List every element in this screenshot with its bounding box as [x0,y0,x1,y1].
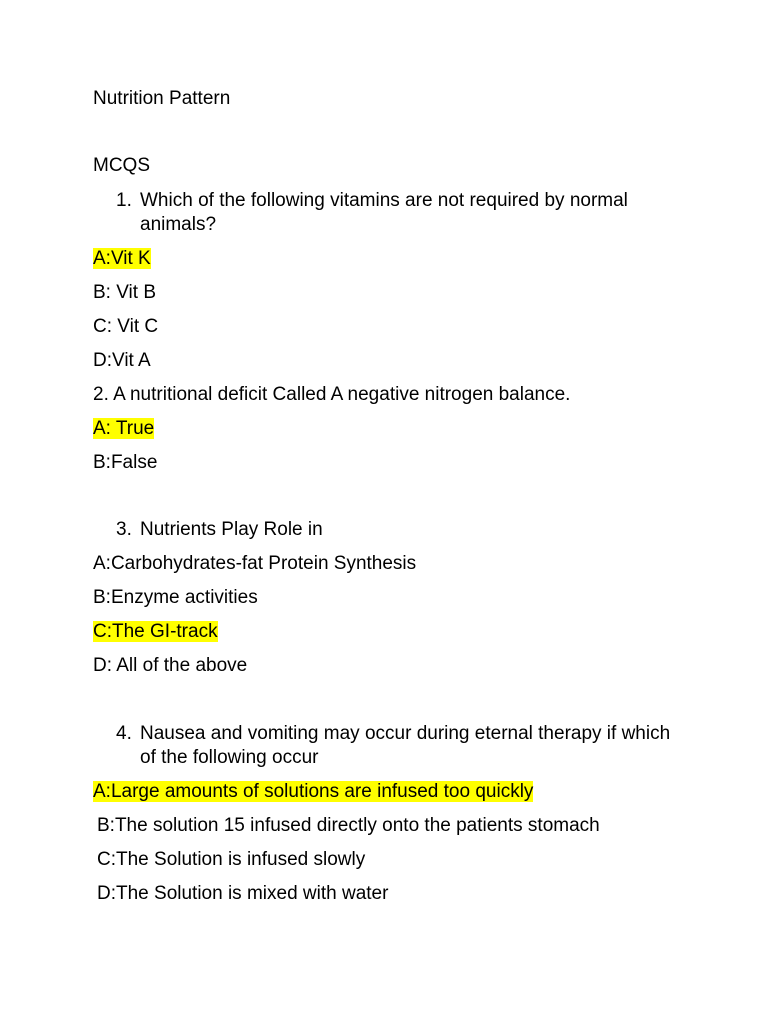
answer-option: D: All of the above [93,655,248,676]
question-text: Nausea and vomiting may occur during eternal therapy if which of the following occur [140,723,671,768]
answer-option [93,780,533,804]
question-number: 1. [116,190,132,211]
answer-option: B: Vit B [93,282,157,303]
answer-option: A:Carbohydrates-fat Protein Synthesis [93,553,417,574]
answer-option [93,620,218,644]
question-text: Which of the following vitamins are not required by normal animals? [140,190,628,235]
answer-option: D:The Solution is mixed with water [97,883,389,904]
answer-option: C:The Solution is infused slowly [97,849,366,870]
answer-option: C: Vit C [93,316,159,337]
answer-option: B:The solution 15 infused directly onto the patients stomach [97,815,600,836]
highlighted-answer: A: True [93,418,155,439]
question-text: Nutrients Play Role in [140,519,323,540]
highlighted-answer: A:Large amounts of solutions are infused too quickly [93,781,534,802]
answer-option [93,247,151,271]
highlighted-answer: C:The GI-track [93,621,218,642]
page-title: Nutrition Pattern [93,88,231,109]
answer-option: D:Vit A [93,350,151,371]
question-2-text: 2. A nutritional deficit Called A negative nitrogen balance. [93,384,571,405]
answer-option: B:Enzyme activities [93,587,258,608]
question-number: 4. [116,723,132,744]
question-number: 3. [116,519,132,540]
highlighted-answer: A:Vit K [93,248,151,269]
answer-option: B:False [93,452,158,473]
section-heading: MCQS [93,155,150,176]
answer-option [93,417,154,441]
